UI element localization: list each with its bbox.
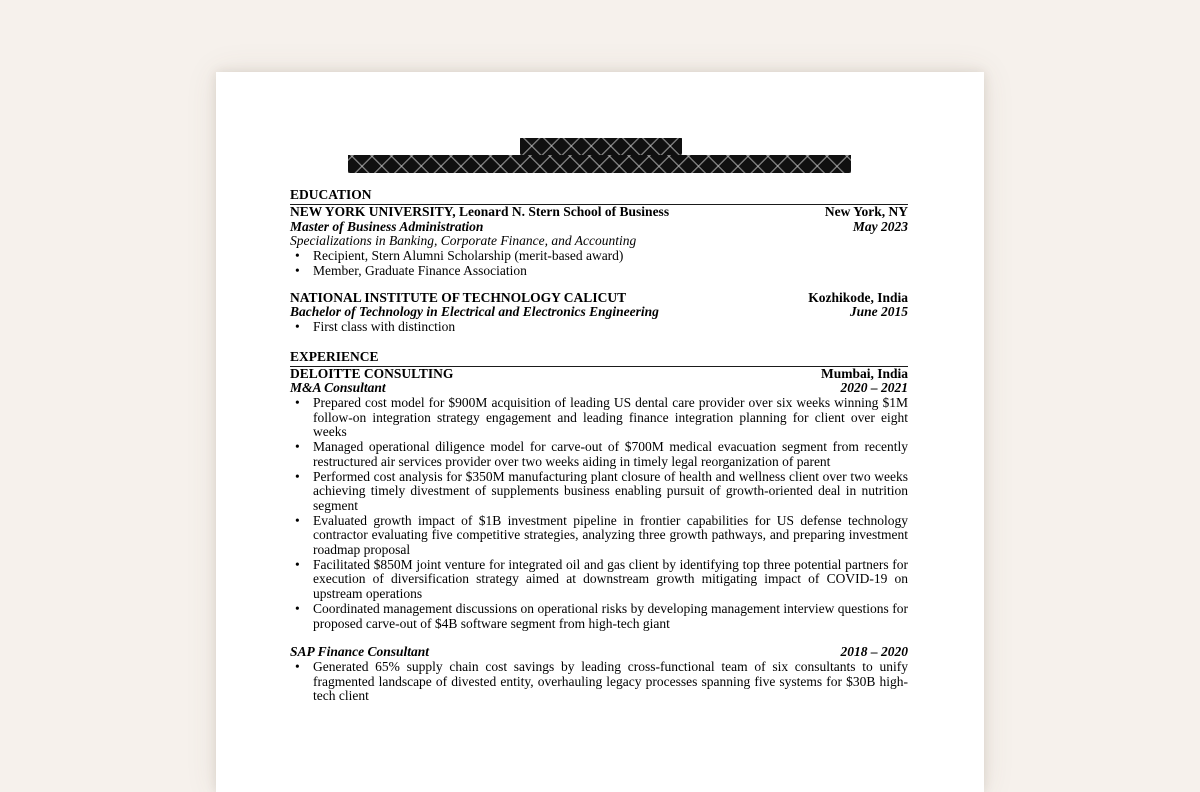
resume-page [216,72,984,792]
org-location: New York, NY [824,204,908,219]
org-row [290,367,908,382]
degree-date: June 2015 [849,304,908,320]
role-title: SAP Finance Consultant [290,644,430,660]
org-row [290,205,908,220]
org-location: Kozhikode, India [808,289,908,305]
section-experience [290,350,908,704]
role-row [290,645,908,660]
education-bullets [290,249,908,278]
role-title: M&A Consultant [290,380,386,396]
bullet-item: • Performed cost analysis for $350M manufacturing plant closure of health and wellness client over two weeks achieving timely divestment of supplements business enabling pursuit of growth-oriented deal in nutrition segment [290,470,908,514]
education-entry-nyu [290,205,908,279]
section-heading-education: EDUCATION [290,188,908,205]
degree-row [290,220,908,235]
bullet-item: • Generated 65% supply chain cost savings by leading cross-functional team of six consultants to unify fragmented landscape of divested entity, overhauling legacy processes spanning five systems for $30B high-tech client [290,660,908,704]
experience-bullets [290,660,908,704]
role-date: 2020 – 2021 [840,380,908,396]
degree-title: Master of Business Administration [290,218,484,234]
bullet-item: • Coordinated management discussions on operational risks by developing management interview questions for proposed carve-out of $4B software segment from high-tech giant [290,602,908,631]
degree-row [290,305,908,320]
education-bullets [290,320,908,335]
resume-content [290,188,908,704]
role-block-ma-consultant [290,381,908,631]
org-name: DELOITTE CONSULTING [290,365,454,381]
section-education [290,188,908,335]
org-name: NEW YORK UNIVERSITY, Leonard N. Stern School of Business [290,204,670,219]
org-name: NATIONAL INSTITUTE OF TECHNOLOGY CALICUT [290,289,627,305]
experience-bullets [290,396,908,631]
bullet-item: • Prepared cost model for $900M acquisition of leading US dental care provider over six weeks winning $1M follow-on integration strategy engagement and leading finance integration planning for client over eight weeks [290,396,908,440]
bullet-item: • First class with distinction [290,320,908,335]
role-date: 2018 – 2020 [840,644,908,660]
org-row [290,291,908,306]
education-entry-nit [290,291,908,335]
bullet-item: • Evaluated growth impact of $1B investment pipeline in frontier capabilities for US defense technology contractor evaluating five competitive strategies, analyzing three growth pathways, and preparing investment roadmap proposal [290,514,908,558]
degree-title: Bachelor of Technology in Electrical and Electronics Engineering [290,304,659,320]
bullet-item: • Facilitated $850M joint venture for integrated oil and gas client by identifying top three potential partners for execution of diversification strategy aimed at downstream growth mitigating impact of COVID-19 on upstream operations [290,558,908,602]
bullet-item: • Recipient, Stern Alumni Scholarship (merit-based award) [290,249,908,264]
redacted-contact-block [348,155,851,173]
bullet-item: • Member, Graduate Finance Association [290,264,908,279]
org-location: Mumbai, India [820,365,908,381]
bullet-item: • Managed operational diligence model for carve-out of $700M medical evacuation segment from recently restructured air services provider over two weeks aiding in timely legal reorganization of parent [290,440,908,469]
redacted-name-block [520,138,682,155]
role-block-sap-finance-consultant [290,645,908,704]
experience-entry-deloitte [290,367,908,704]
degree-date: May 2023 [852,218,908,234]
degree-note: Specializations in Banking, Corporate Finance, and Accounting [290,233,637,249]
role-row [290,381,908,396]
section-heading-experience: EXPERIENCE [290,350,908,367]
